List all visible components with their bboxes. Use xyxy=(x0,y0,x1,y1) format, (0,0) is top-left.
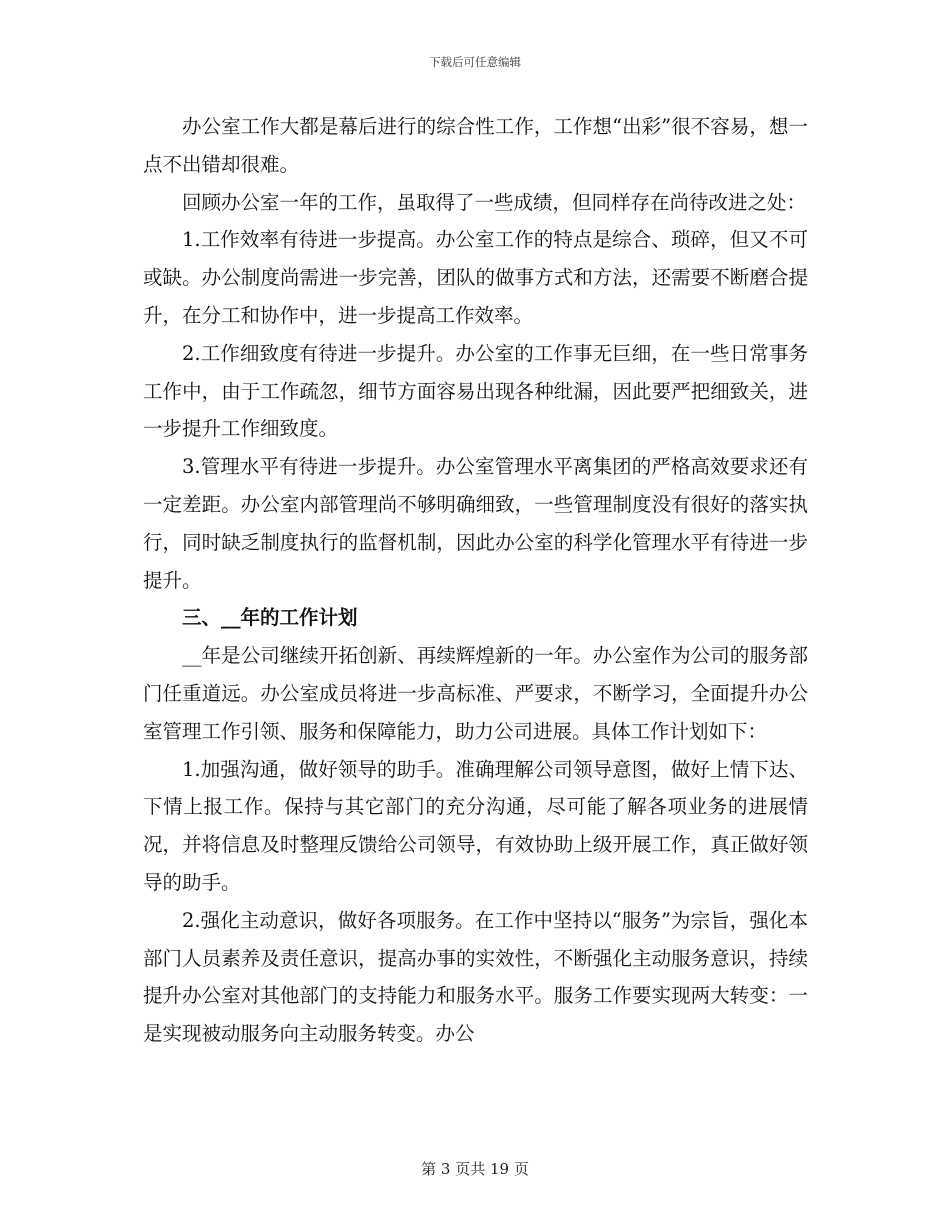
paragraph-plan-1: 1.加强沟通，做好领导的助手。准确理解公司领导意图，做好上情下达、下情上报工作。保持与其它部门的充分沟通，尽可能了解各项业务的进展情况，并将信息及时整理反馈给公司领导，有效协助上级开展工作，真正做好领导的助手。 xyxy=(143,757,808,894)
paragraph-issue-1: 1.工作效率有待进一步提高。办公室工作的特点是综合、琐碎，但又不可或缺。办公制度尚需进一步完善，团队的做事方式和方法，还需要不断磨合提升，在分工和协作中，进一步提高工作效率。 xyxy=(143,228,808,327)
page-number: 第 3 页共 19 页 xyxy=(421,1160,529,1178)
document-body xyxy=(143,108,808,1053)
section-heading: 三、__年的工作计划 xyxy=(182,606,358,630)
page-header-note: 下载后可任意编辑 xyxy=(429,55,521,69)
paragraph-issue-2: 2.工作细致度有待进一步提升。办公室的工作事无巨细，在一些日常事务工作中，由于工作疏忽，细节方面容易出现各种纰漏，因此要严把细致关，进一步提升工作细致度。 xyxy=(143,341,808,441)
paragraph-intro: 办公室工作大都是幕后进行的综合性工作，工作想“出彩”很不容易，想一点不出错却很难。 xyxy=(143,115,808,176)
paragraph-plan-2: 2.强化主动意识，做好各项服务。在工作中坚持以“服务”为宗旨，强化本部门人员素养及责任意识，提高办事的实效性，不断强化主动服务意识，持续提升办公室对其他部门的支持能力和服务水平。服务工作要实现两大转变：一是实现被动服务向主动服务转变。办公 xyxy=(143,908,808,1046)
paragraph-issue-3: 3.管理水平有待进一步提升。办公室管理水平离集团的严格高效要求还有一定差距。办公室内部管理尚不够明确细致，一些管理制度没有很好的落实执行，同时缺乏制度执行的监督机制，因此办公室的科学化管理水平有待进一步提升。 xyxy=(143,455,808,592)
paragraph-review: 回顾办公室一年的工作，虽取得了一些成绩，但同样存在尚待改进之处： xyxy=(182,190,807,214)
paragraph-plan-intro: __年是公司继续开拓创新、再续辉煌新的一年。办公室作为公司的服务部门任重道远。办公室成员将进一步高标准、严要求，不断学习，全面提升办公室管理工作引领、服务和保障能力，助力公司进展。具体工作计划如下： xyxy=(143,644,808,743)
